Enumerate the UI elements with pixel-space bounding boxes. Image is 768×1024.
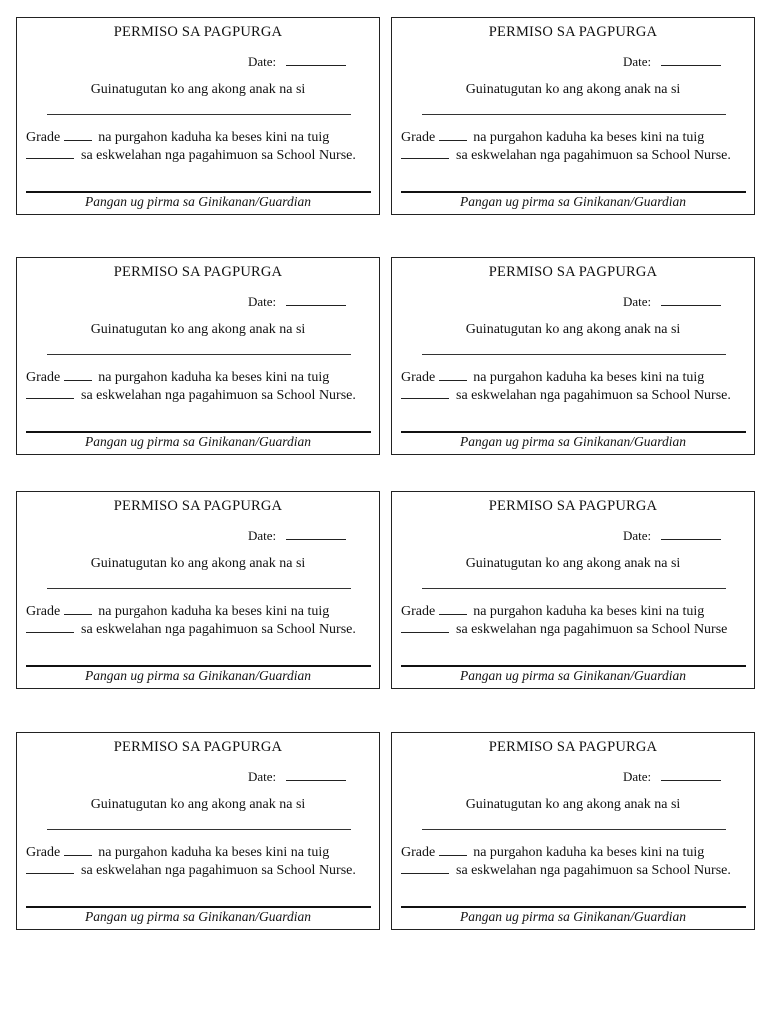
grade-blank xyxy=(64,128,92,141)
signature-caption: Pangan ug pirma sa Ginikanan/Guardian xyxy=(460,194,686,209)
grade-label: Grade xyxy=(26,130,61,145)
child-name-line xyxy=(422,114,726,115)
permission-slip xyxy=(16,17,380,215)
grade-blank xyxy=(439,128,467,141)
date-row xyxy=(623,54,721,70)
signature-caption: Pangan ug pirma sa Ginikanan/Guardian xyxy=(85,668,311,683)
permission-slip xyxy=(391,732,755,930)
grade-line xyxy=(26,368,329,386)
child-name-line xyxy=(422,829,726,830)
grade-text: na purgahon kaduha ka beses kini na tuig xyxy=(98,845,330,860)
slip-title: PERMISO SA PAGPURGA xyxy=(113,739,283,755)
permission-slip xyxy=(391,491,755,689)
child-name-line xyxy=(422,588,726,589)
signature-caption: Pangan ug pirma sa Ginikanan/Guardian xyxy=(460,668,686,683)
slip-title: PERMISO SA PAGPURGA xyxy=(488,498,658,514)
permission-text: Guinatugutan ko ang akong anak na si xyxy=(465,82,681,97)
school-blank xyxy=(26,620,74,633)
school-blank xyxy=(26,861,74,874)
signature-line xyxy=(26,665,371,667)
signature-line xyxy=(26,431,371,433)
grade-label: Grade xyxy=(26,845,61,860)
permission-text: Guinatugutan ko ang akong anak na si xyxy=(90,322,306,337)
school-line xyxy=(26,620,356,638)
grade-blank xyxy=(64,368,92,381)
permission-slip xyxy=(16,491,380,689)
grade-blank xyxy=(439,602,467,615)
slip-title: PERMISO SA PAGPURGA xyxy=(488,24,658,40)
slip-title: PERMISO SA PAGPURGA xyxy=(488,739,658,755)
school-text: sa eskwelahan nga pagahimuon sa School Nurse. xyxy=(81,388,356,403)
school-blank xyxy=(26,386,74,399)
permission-text: Guinatugutan ko ang akong anak na si xyxy=(90,556,306,571)
grade-line xyxy=(26,843,329,861)
signature-caption: Pangan ug pirma sa Ginikanan/Guardian xyxy=(85,194,311,209)
signature-line xyxy=(26,191,371,193)
grade-text: na purgahon kaduha ka beses kini na tuig xyxy=(473,130,705,145)
date-label: Date: xyxy=(623,528,652,543)
child-name-line xyxy=(422,354,726,355)
school-blank xyxy=(401,386,449,399)
date-blank xyxy=(661,294,721,306)
child-name-line xyxy=(47,829,351,830)
school-line xyxy=(401,861,731,879)
school-blank xyxy=(401,861,449,874)
permission-text: Guinatugutan ko ang akong anak na si xyxy=(90,797,306,812)
school-line xyxy=(26,386,356,404)
school-line xyxy=(401,386,731,404)
school-line xyxy=(26,146,356,164)
signature-caption: Pangan ug pirma sa Ginikanan/Guardian xyxy=(460,434,686,449)
date-blank xyxy=(286,54,346,66)
school-blank xyxy=(401,146,449,159)
date-row xyxy=(248,769,346,785)
permission-text: Guinatugutan ko ang akong anak na si xyxy=(465,556,681,571)
school-blank xyxy=(26,146,74,159)
date-label: Date: xyxy=(623,769,652,784)
grade-label: Grade xyxy=(401,130,436,145)
grade-text: na purgahon kaduha ka beses kini na tuig xyxy=(473,370,705,385)
grade-text: na purgahon kaduha ka beses kini na tuig xyxy=(98,604,330,619)
signature-caption: Pangan ug pirma sa Ginikanan/Guardian xyxy=(85,909,311,924)
grade-line xyxy=(401,128,704,146)
grade-line xyxy=(401,843,704,861)
school-text: sa eskwelahan nga pagahimuon sa School Nurse. xyxy=(456,388,731,403)
grade-text: na purgahon kaduha ka beses kini na tuig xyxy=(98,370,330,385)
date-label: Date: xyxy=(248,294,277,309)
grade-text: na purgahon kaduha ka beses kini na tuig xyxy=(473,604,705,619)
permission-text: Guinatugutan ko ang akong anak na si xyxy=(465,797,681,812)
signature-caption: Pangan ug pirma sa Ginikanan/Guardian xyxy=(85,434,311,449)
grade-text: na purgahon kaduha ka beses kini na tuig xyxy=(98,130,330,145)
slip-title: PERMISO SA PAGPURGA xyxy=(113,264,283,280)
slip-title: PERMISO SA PAGPURGA xyxy=(113,24,283,40)
slip-title: PERMISO SA PAGPURGA xyxy=(113,498,283,514)
school-text: sa eskwelahan nga pagahimuon sa School Nurse xyxy=(456,622,728,637)
date-blank xyxy=(286,769,346,781)
school-line xyxy=(26,861,356,879)
grade-text: na purgahon kaduha ka beses kini na tuig xyxy=(473,845,705,860)
grade-line xyxy=(401,368,704,386)
date-blank xyxy=(286,294,346,306)
child-name-line xyxy=(47,588,351,589)
date-row xyxy=(623,294,721,310)
grade-blank xyxy=(64,602,92,615)
signature-caption: Pangan ug pirma sa Ginikanan/Guardian xyxy=(460,909,686,924)
grade-blank xyxy=(64,843,92,856)
permission-slip xyxy=(16,732,380,930)
school-text: sa eskwelahan nga pagahimuon sa School Nurse. xyxy=(81,622,356,637)
date-blank xyxy=(661,528,721,540)
date-blank xyxy=(661,769,721,781)
school-text: sa eskwelahan nga pagahimuon sa School Nurse. xyxy=(81,863,356,878)
grade-blank xyxy=(439,843,467,856)
permission-text: Guinatugutan ko ang akong anak na si xyxy=(465,322,681,337)
school-line xyxy=(401,620,727,638)
school-text: sa eskwelahan nga pagahimuon sa School Nurse. xyxy=(456,148,731,163)
grade-label: Grade xyxy=(26,604,61,619)
grade-blank xyxy=(439,368,467,381)
grade-line xyxy=(401,602,704,620)
date-row xyxy=(248,54,346,70)
permission-slip xyxy=(391,257,755,455)
grade-line xyxy=(26,602,329,620)
school-text: sa eskwelahan nga pagahimuon sa School Nurse. xyxy=(81,148,356,163)
date-label: Date: xyxy=(623,54,652,69)
grade-label: Grade xyxy=(26,370,61,385)
school-line xyxy=(401,146,731,164)
date-blank xyxy=(661,54,721,66)
permission-text: Guinatugutan ko ang akong anak na si xyxy=(90,82,306,97)
date-row xyxy=(623,769,721,785)
date-blank xyxy=(286,528,346,540)
child-name-line xyxy=(47,354,351,355)
date-label: Date: xyxy=(248,54,277,69)
school-text: sa eskwelahan nga pagahimuon sa School Nurse. xyxy=(456,863,731,878)
signature-line xyxy=(401,191,746,193)
signature-line xyxy=(401,665,746,667)
grade-label: Grade xyxy=(401,370,436,385)
permission-slip xyxy=(391,17,755,215)
child-name-line xyxy=(47,114,351,115)
grade-line xyxy=(26,128,329,146)
date-label: Date: xyxy=(248,528,277,543)
date-label: Date: xyxy=(248,769,277,784)
date-row xyxy=(248,294,346,310)
date-label: Date: xyxy=(623,294,652,309)
grade-label: Grade xyxy=(401,845,436,860)
permission-slip xyxy=(16,257,380,455)
signature-line xyxy=(26,906,371,908)
signature-line xyxy=(401,431,746,433)
grade-label: Grade xyxy=(401,604,436,619)
date-row xyxy=(248,528,346,544)
school-blank xyxy=(401,620,449,633)
signature-line xyxy=(401,906,746,908)
slip-title: PERMISO SA PAGPURGA xyxy=(488,264,658,280)
date-row xyxy=(623,528,721,544)
